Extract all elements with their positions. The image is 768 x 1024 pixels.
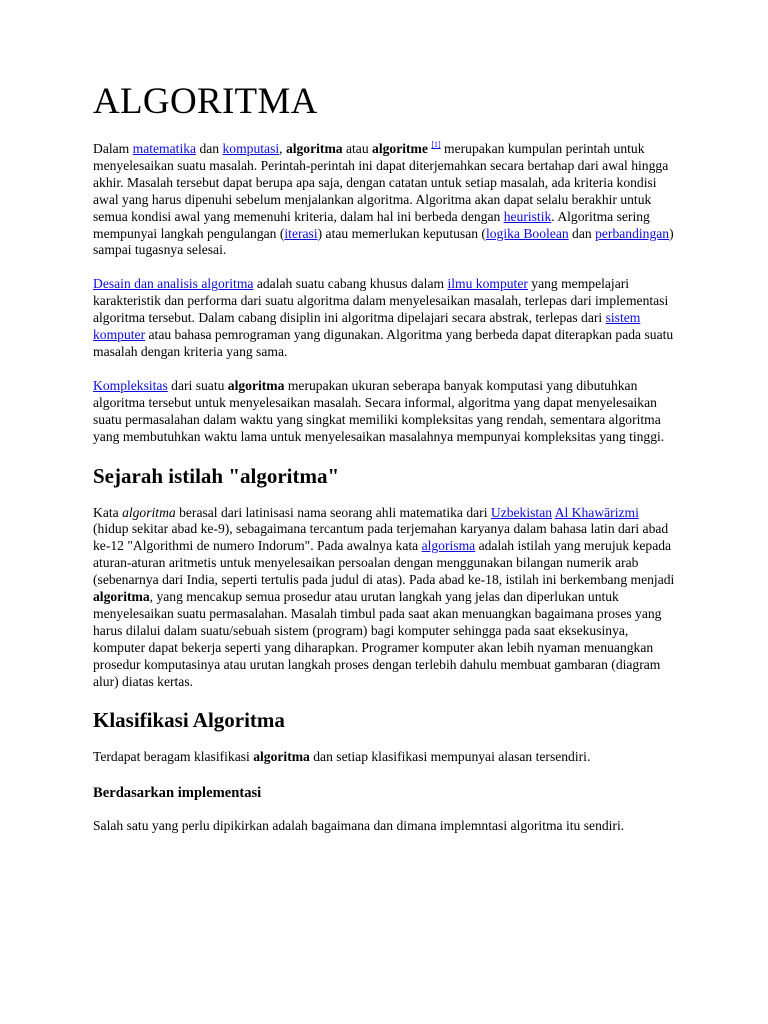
bold-term: algoritme bbox=[372, 141, 428, 156]
bold-term: algoritma bbox=[253, 749, 310, 765]
link-ilmu-komputer[interactable]: ilmu komputer bbox=[447, 276, 528, 292]
article-content bbox=[93, 80, 675, 852]
link-iterasi[interactable]: iterasi bbox=[284, 225, 318, 241]
link-uzbekistan[interactable]: Uzbekistan bbox=[490, 504, 553, 520]
complexity-paragraph: Kompleksitas dari suatu algoritma merupakan ukuran seberapa banyak komputasi yang dibutuhkan algoritma tersebut untuk menyelesaikan masalah. Secara informal, algoritma yang dapat menyelesaikan suatu permasalahan dalam waktu yang singkat memiliki kompleksitas yang rendah, sementara algoritma yang membutuhkan waktu lama untuk menyelesaikan masalahnya mempunyai kompleksitas yang tinggi. bbox=[93, 377, 665, 444]
section-heading-sejarah: Sejarah istilah "algoritma" bbox=[93, 463, 340, 488]
link-al-khawarizmi[interactable]: Al Khawārizmi bbox=[554, 504, 639, 520]
link-komputasi[interactable]: komputasi bbox=[222, 141, 280, 156]
link-sistem-komputer[interactable]: sistem komputer bbox=[93, 310, 641, 343]
design-paragraph: Desain dan analisis algoritma adalah suatu cabang khusus dalam ilmu komputer yang mempelajari karakteristik dan performa dari suatu algoritma dalam menyelesaikan masalah, terlepas dari implementasi algoritma tersebut. Dalam cabang disiplin ini algoritma dipelajari secara abstrak, terlepas dari sistem komputer atau bahasa pemrograman yang digunakan. Algoritma yang berbeda dapat diterapkan pada suatu masalah dengan kriteria yang sama. bbox=[93, 276, 674, 359]
page-title: ALGORITMA bbox=[93, 81, 318, 122]
bold-term: algoritma bbox=[285, 141, 343, 156]
link-logika-boolean[interactable]: logika Boolean bbox=[485, 225, 569, 241]
link-kompleksitas[interactable]: Kompleksitas bbox=[93, 377, 168, 393]
section-heading-klasifikasi: Klasifikasi Algoritma bbox=[93, 708, 285, 733]
subsection-heading-implementasi: Berdasarkan implementasi bbox=[93, 785, 262, 802]
implementation-paragraph: Salah satu yang perlu dipikirkan adalah bagaimana dan dimana implemntasi algoritma itu sendiri. bbox=[93, 818, 625, 834]
link-matematika[interactable]: matematika bbox=[132, 141, 197, 156]
bold-term: algoritma bbox=[227, 377, 285, 393]
link-heuristik[interactable]: heuristik bbox=[503, 208, 552, 224]
classification-paragraph: Terdapat beragam klasifikasi algoritma dan setiap klasifikasi mempunyai alasan tersendiri. bbox=[93, 749, 591, 765]
link-desain-analisis[interactable]: Desain dan analisis algoritma bbox=[93, 276, 254, 292]
italic-term: algoritma bbox=[122, 504, 176, 520]
reference-link[interactable]: [1] bbox=[431, 140, 441, 149]
bold-term: algoritma bbox=[93, 589, 150, 605]
intro-paragraph: Dalam matematika dan komputasi, algoritma atau algoritme [1] merupakan kumpulan perintah untuk menyelesaikan suatu masalah. Perintah-perintah ini dapat diterjemahkan secara bertahap dari awal hingga akhir. Masalah tersebut dapat berupa apa saja, dengan catatan untuk setiap masalah, ada kriteria kondisi awal yang harus dipenuhi sebelum menjalankan algoritma. Algoritma akan dapat selalu berakhir untuk semua kondisi awal yang memenuhi kriteria, dalam hal ini berbeda dengan heuristik. Algoritma sering mempunyai langkah pengulangan (iterasi) atau memerlukan keputusan (logika Boolean dan perbandingan) sampai tugasnya selesai. bbox=[93, 140, 674, 258]
history-paragraph: Kata algoritma berasal dari latinisasi nama seorang ahli matematika dari Uzbekistan Al Khawārizmi (hidup sekitar abad ke-9), sebagaimana tercantum pada terjemahan karyanya dalam bahasa latin dari abad ke-12 "Algorithmi de numero Indorum". Pada awalnya kata algorisma adalah istilah yang merujuk kepada aturan-aturan aritmetis untuk menyelesaikan persoalan dengan menggunakan bilangan numerik arab (sebenarnya dari India, seperti tertulis pada judul di atas). Pada abad ke-18, istilah ini berkembang menjadi algoritma, yang mencakup semua prosedur atau urutan langkah yang jelas dan diperlukan untuk menyelesaikan suatu permasalahan. Masalah timbul pada saat akan menuangkan bagaimana proses yang harus dilalui dalam suatu/sebuah sistem (program) bagi komputer sehingga pada saat eksekusinya, komputer dapat bekerja seperti yang diharapkan. Programer komputer akan lebih nyaman menuangkan prosedur komputasinya atau urutan langkah proses dengan terlebih dahulu membuat gambaran (diagram alur) diatas kertas. bbox=[93, 504, 675, 689]
link-algorisma[interactable]: algorisma bbox=[421, 538, 476, 554]
link-perbandingan[interactable]: perbandingan bbox=[595, 225, 670, 241]
